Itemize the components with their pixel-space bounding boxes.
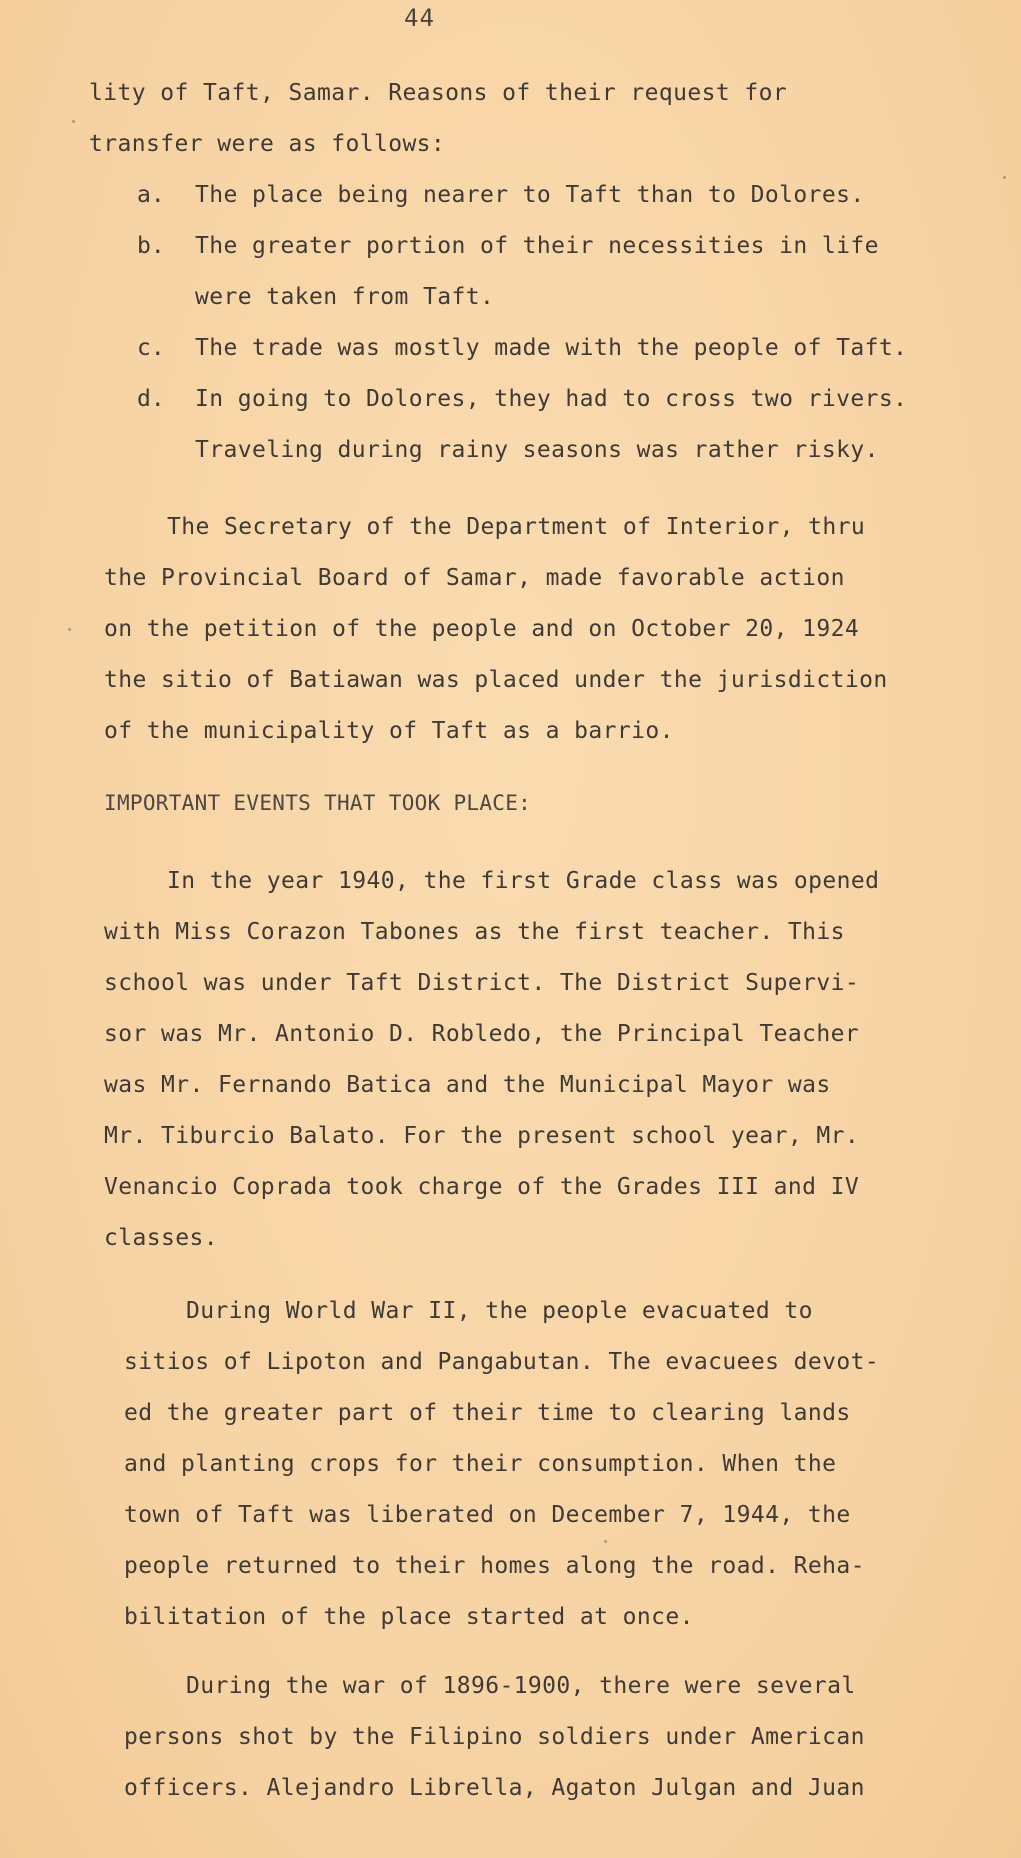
text-line: During World War II, the people evacuated to bbox=[186, 1298, 813, 1324]
page-number: 44 bbox=[404, 4, 435, 32]
list-item-continuation: Traveling during rainy seasons was rather risky. bbox=[195, 437, 879, 463]
text-line: transfer were as follows: bbox=[89, 131, 446, 157]
text-line: Venancio Coprada took charge of the Grades III and IV bbox=[104, 1174, 860, 1200]
text-line: sor was Mr. Antonio D. Robledo, the Principal Teacher bbox=[104, 1021, 860, 1047]
list-item: In going to Dolores, they had to cross two rivers. bbox=[195, 386, 908, 412]
text-line: In the year 1940, the first Grade class was opened bbox=[167, 868, 880, 894]
text-line: with Miss Corazon Tabones as the first teacher. This bbox=[104, 919, 845, 945]
list-item-label: c. bbox=[137, 335, 165, 361]
section-heading: IMPORTANT EVENTS THAT TOOK PLACE: bbox=[104, 791, 532, 815]
text-line: school was under Taft District. The District Supervi- bbox=[104, 970, 860, 996]
paper-speck bbox=[68, 628, 71, 631]
paper-speck bbox=[1003, 176, 1006, 179]
text-line: The Secretary of the Department of Interior, thru bbox=[167, 514, 866, 540]
text-line: sitios of Lipoton and Pangabutan. The evacuees devot- bbox=[124, 1349, 880, 1375]
text-line: classes. bbox=[104, 1225, 218, 1251]
text-line: of the municipality of Taft as a barrio. bbox=[104, 718, 674, 744]
text-line: ed the greater part of their time to clearing lands bbox=[124, 1400, 851, 1426]
text-line: persons shot by the Filipino soldiers under American bbox=[124, 1724, 865, 1750]
text-line: bilitation of the place started at once. bbox=[124, 1604, 694, 1630]
text-line: was Mr. Fernando Batica and the Municipal Mayor was bbox=[104, 1072, 831, 1098]
text-line: the Provincial Board of Samar, made favorable action bbox=[104, 565, 845, 591]
list-item-label: d. bbox=[137, 386, 165, 412]
text-line: lity of Taft, Samar. Reasons of their request for bbox=[89, 80, 788, 106]
list-item: The greater portion of their necessities in life bbox=[195, 233, 879, 259]
text-line: town of Taft was liberated on December 7, 1944, the bbox=[124, 1502, 851, 1528]
text-line: people returned to their homes along the road. Reha- bbox=[124, 1553, 865, 1579]
text-line: and planting crops for their consumption. When the bbox=[124, 1451, 837, 1477]
paper-speck bbox=[72, 120, 75, 123]
text-line: Mr. Tiburcio Balato. For the present school year, Mr. bbox=[104, 1123, 860, 1149]
list-item-label: b. bbox=[137, 233, 165, 259]
list-item-label: a. bbox=[137, 182, 165, 208]
text-line: officers. Alejandro Librella, Agaton Julgan and Juan bbox=[124, 1775, 865, 1801]
list-item: The trade was mostly made with the people of Taft. bbox=[195, 335, 908, 361]
paper-speck bbox=[604, 1540, 607, 1543]
text-line: on the petition of the people and on October 20, 1924 bbox=[104, 616, 860, 642]
text-line: During the war of 1896-1900, there were several bbox=[186, 1673, 856, 1699]
list-item-continuation: were taken from Taft. bbox=[195, 284, 495, 310]
text-line: the sitio of Batiawan was placed under the jurisdiction bbox=[104, 667, 888, 693]
list-item: The place being nearer to Taft than to Dolores. bbox=[195, 182, 865, 208]
